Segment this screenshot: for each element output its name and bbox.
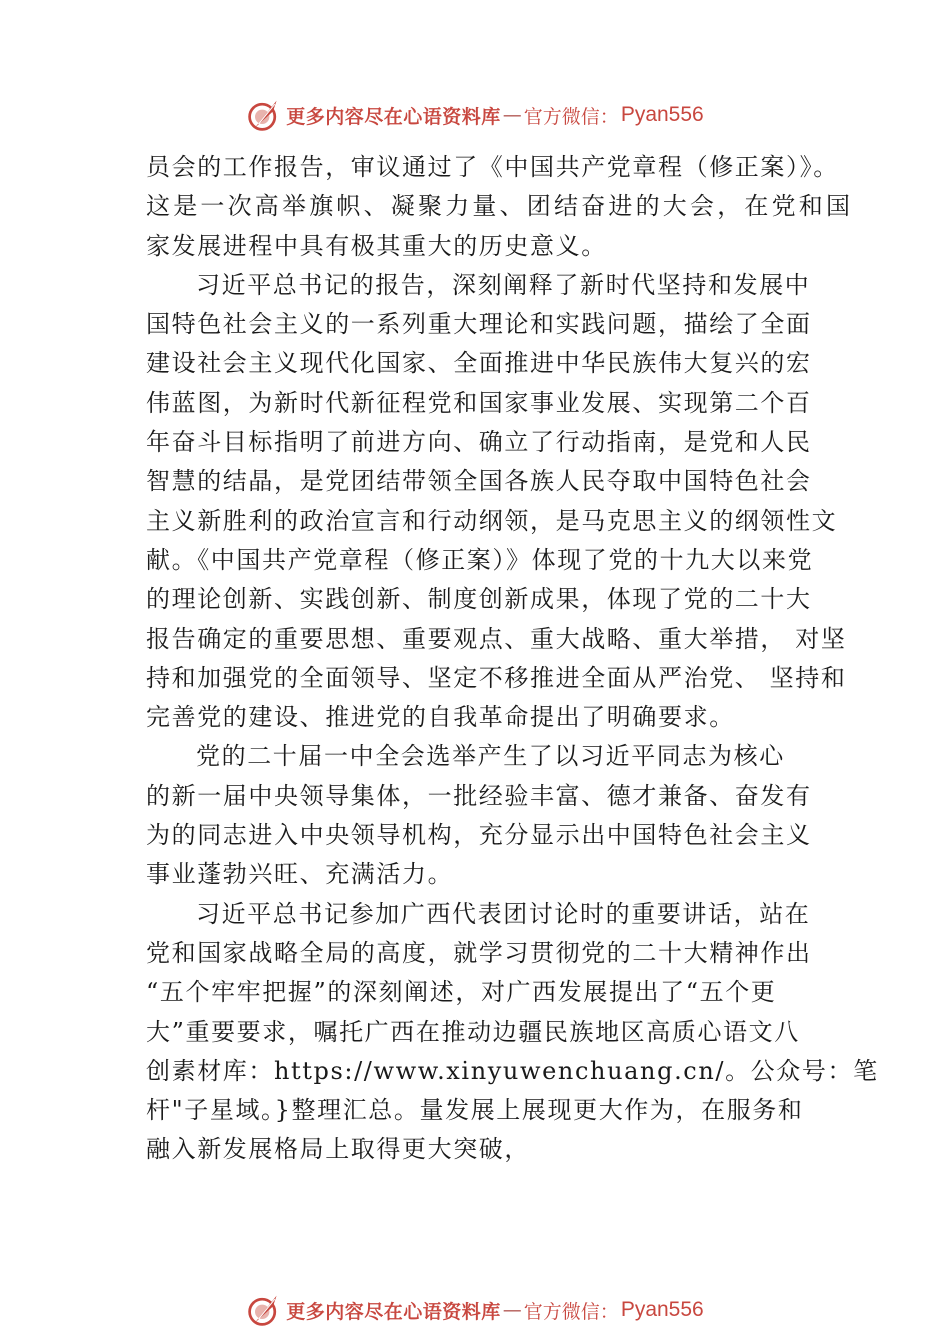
text-line: 国特色社会主义的一系列重大理论和实践问题，描绘了全面 bbox=[146, 310, 812, 339]
text-line: 伟蓝图，为新时代新征程党和国家事业发展、实现第二个百 bbox=[146, 388, 812, 417]
text-line: 的理论创新、实践创新、制度创新成果，体现了党的二十大 bbox=[146, 585, 812, 614]
text-line: 献。《中国共产党章程（修正案）》体现了党的十九大以来党 bbox=[146, 545, 814, 574]
text-line: 智慧的结晶，是党团结带领全国各族人民夺取中国特色社会 bbox=[146, 467, 812, 496]
text-line: 家发展进程中具有极其重大的历史意义。 bbox=[146, 231, 607, 260]
text-line: 持和加强党的全面领导、坚定不移推进全面从严治党、 坚持和 bbox=[146, 663, 847, 692]
paragraph-start-line: 习近平总书记参加广西代表团讨论时的重要讲话，站在 bbox=[196, 899, 811, 928]
text-line: 建设社会主义现代化国家、全面推进中华民族伟大复兴的宏 bbox=[146, 349, 812, 378]
footer-dash: — bbox=[502, 1299, 522, 1321]
footer-wechat-label: 官方微信： bbox=[523, 1300, 619, 1323]
text-line: 报告确定的重要思想、重要观点、重大战略、重大举措， 对坚 bbox=[146, 624, 847, 653]
header-wechat-label: 官方微信： bbox=[523, 105, 619, 128]
text-line: 这是一次高举旗帜、凝聚力量、团结奋进的大会，在党和国 bbox=[146, 192, 854, 221]
footer-banner bbox=[0, 1290, 950, 1330]
text-line: 创素材库：https://www.xinyuwenchuang.cn/。公众号：笔 bbox=[146, 1056, 879, 1085]
text-line: 杆"子星域。}整理汇总。量发展上展现更大作为，在服务和 bbox=[146, 1096, 804, 1125]
document-body bbox=[146, 148, 879, 1170]
text-line: 完善党的建设、推进党的自我革命提出了明确要求。 bbox=[146, 703, 735, 732]
text-line: 的新一届中央领导集体，一批经验丰富、德才兼备、奋发有 bbox=[146, 781, 812, 810]
header-dash: — bbox=[502, 104, 522, 126]
quill-logo-icon bbox=[246, 97, 282, 133]
footer-slogan: 更多内容尽在心语资料库 bbox=[286, 1300, 501, 1323]
paragraph-start-line: 党的二十届一中全会选举产生了以习近平同志为核心 bbox=[196, 742, 785, 771]
text-line: 主义新胜利的政治宣言和行动纲领，是马克思主义的纲领性文 bbox=[146, 506, 838, 535]
text-line: 大”重要要求，嘱托广西在推动边疆民族地区高质心语文八 bbox=[146, 1017, 800, 1046]
text-line: 事业蓬勃兴旺、充满活力。 bbox=[146, 860, 454, 889]
header-wechat-id: Pyan556 bbox=[620, 103, 704, 126]
paragraph-start-line: 习近平总书记的报告，深刻阐释了新时代坚持和发展中 bbox=[196, 270, 811, 299]
header-slogan: 更多内容尽在心语资料库 bbox=[286, 105, 501, 128]
text-line: 为的同志进入中央领导机构，充分显示出中国特色社会主义 bbox=[146, 821, 812, 850]
text-line: “五个牢牢把握”的深刻阐述，对广西发展提出了“五个更 bbox=[146, 978, 777, 1007]
text-line: 党和国家战略全局的高度，就学习贯彻党的二十大精神作出 bbox=[146, 938, 812, 967]
footer-wechat-id: Pyan556 bbox=[620, 1298, 704, 1321]
text-line: 融入新发展格局上取得更大突破， bbox=[146, 1135, 530, 1164]
text-line: 年奋斗目标指明了前进方向、确立了行动指南，是党和人民 bbox=[146, 428, 812, 457]
text-line: 员会的工作报告，审议通过了《中国共产党章程（修正案）》。 bbox=[146, 153, 839, 181]
quill-logo-icon bbox=[246, 1292, 282, 1328]
header-banner bbox=[0, 95, 950, 135]
